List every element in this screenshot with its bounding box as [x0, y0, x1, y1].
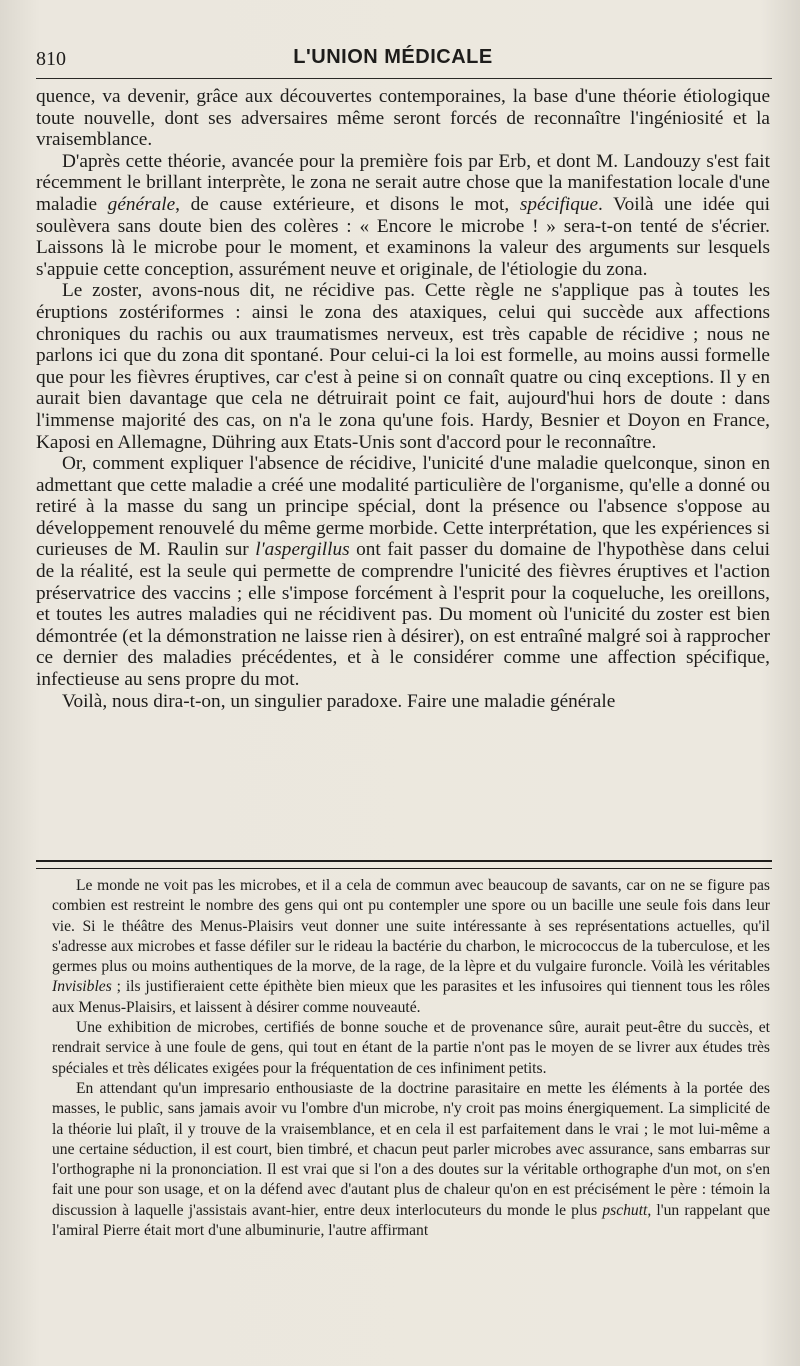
feuilleton-separator [36, 860, 772, 869]
paragraph [52, 876, 770, 1018]
paragraph [36, 86, 770, 151]
italic-text: spécifique [519, 193, 599, 215]
text-run: ; ils justifieraient cette épithète bien mieux que les parasites et les infusoires qui tiennent tous les rôles aux Menus-Plaisirs, et laissent à désirer comme nouveauté. [52, 978, 770, 1016]
paragraph [36, 453, 770, 691]
paragraph [52, 1018, 770, 1079]
paragraph [52, 1079, 770, 1241]
paragraph [36, 691, 770, 713]
main-article-text [36, 86, 770, 712]
text-run: Or, comment expliquer l'absence de récidive, l'unicité d'une maladie quelconque, sinon en admettant que cette maladie a créé une modalité particulière de l'organisme, qu'elle a donné ou retiré à la masse du sang un principe spécial, dont la présence ou l'absence s'oppose au développement renouvelé du même germe morbide. Cette interprétation, que les expériences si curieuses de M. Raulin sur [36, 453, 770, 561]
italic-text: l'aspergillus [255, 539, 350, 561]
text-run: En attendant qu'un impresario enthousiaste de la doctrine parasitaire en mette les éléments à la portée des masses, le public, sans jamais avoir vu l'ombre d'un microbe, n'y croit pas moins énergiquement. La simplicité de la théorie lui plaît, il y trouve de la vraisemblance, et en cela il est parfaitement dans le vrai ; le mot lui-même a une certaine séduction, il est court, bien timbré, et chacun peut parler microbes avec assurance, sans embarras sur l'orthographe ni la prononciation. Il est vrai que si l'on a des doutes sur la véritable orthographe d'un mot, on s'en fait une pour son usage, et on la défend avec d'autant plus de chaleur qu'on en est précisément le père : témoin la discussion à laquelle j'assistais avant-hier, entre deux interlocuteurs du monde le plus [52, 1079, 770, 1219]
paragraph [36, 151, 770, 281]
journal-title: L'UNION MÉDICALE [293, 46, 493, 68]
header-rule [36, 78, 772, 79]
text-run: D'après cette théorie, avancée pour la première fois par Erb, et dont M. Landouzy s'est fait récemment le brillant interprète, le zona ne serait autre chose que la manifestation locale d'une maladie [36, 150, 770, 215]
text-run: . Voilà une idée qui soulèvera sans doute bien des colères : « Encore le microbe ! » sera-t-on tenté de s'écrier. Laissons là le microbe pour le moment, et examinons la valeur des arguments sur lesquels s'appuie cette conception, assurément neuve et originale, de l'étiologie du zona. [36, 193, 770, 280]
italic-text: Invisibles [52, 978, 112, 996]
text-run: ont fait passer du domaine de l'hypothèse dans celui de la réalité, est la seule qui permette de comprendre l'unicité des fièvres éruptives et l'action préservatrice des vaccins ; elle s'impose forcément à l'esprit pour la coqueluche, les oreillons, et toutes les autres maladies qui ne récidivent pas. Du moment où l'unicité du zoster est bien démontrée (et la démonstration ne laisse rien à désirer), on est entraîné malgré soi à rapprocher ce dernier des maladies précédentes, et à le considérer comme une affection spécifique, infectieuse au sens propre du mot. [36, 539, 771, 691]
text-run: Voilà, nous dira-t-on, un singulier paradoxe. Faire une maladie générale [62, 690, 616, 712]
running-header [36, 44, 750, 74]
text-run: , de cause extérieure, et disons le mot, [175, 193, 520, 215]
text-run: quence, va devenir, grâce aux découvertes contemporaines, la base d'une théorie étiologique toute nouvelle, dont ses adversaires même seront forcés de reconnaître l'ingéniosité et la vraisemblance. [36, 86, 770, 151]
page-number: 810 [36, 48, 66, 70]
italic-text: pschutt [602, 1201, 648, 1219]
text-run: Le zoster, avons-nous dit, ne récidive pas. Cette règle ne s'applique pas à toutes les éruptions zostériformes : ainsi le zona des ataxiques, celui qui succède aux affections chroniques du rachis ou aux traumatismes nerveux, est très capable de récidive ; nous ne parlons ici que du zona dit spontané. Pour celui-ci la loi est formelle, au moins aussi formelle que pour les fièvres éruptives, car c'est à peine si on connaît quatre ou cinq exceptions. Il y en aurait bien davantage que cela ne détruirait point ce fait, aujourd'hui hors de doute : dans l'immense majorité des cas, on n'a le zona qu'une fois. Hardy, Besnier et Doyon en France, Kaposi en Allemagne, Dühring aux Etats-Unis sont d'accord pour le reconnaître. [36, 280, 770, 453]
paragraph [36, 280, 770, 453]
text-run: Le monde ne voit pas les microbes, et il a cela de commun avec beaucoup de savants, car on ne se figure pas combien est restreint le nombre des gens qui ont pu contempler une spore ou un bacille une seule fois dans leur vie. Si le théâtre des Menus-Plaisirs veut donner une suite intéressante à ses représentations actuelles, qu'il s'adresse aux microbes et fasse défiler sur le rideau la bactérie du charbon, le micrococcus de la tuberculose, et les germes plus ou moins authentiques de la morve, de la rage, de la lèpre et du vulgaire furoncle. Voilà les véritables [52, 877, 770, 976]
text-run: Une exhibition de microbes, certifiés de bonne souche et de provenance sûre, aurait peut-être du succès, et rendrait service à une foule de gens, qui tout en étant de la partie n'ont pas le moyen de se livrer aux études très spéciales et très délicates exigées pour la fréquentation de ces infiniment petits. [52, 1019, 770, 1077]
text-run: , l'un rappelant que l'amiral Pierre était mort d'une albuminurie, l'autre affirmant [52, 1201, 770, 1240]
feuilleton-text [52, 876, 770, 1241]
italic-text: générale [107, 193, 176, 215]
